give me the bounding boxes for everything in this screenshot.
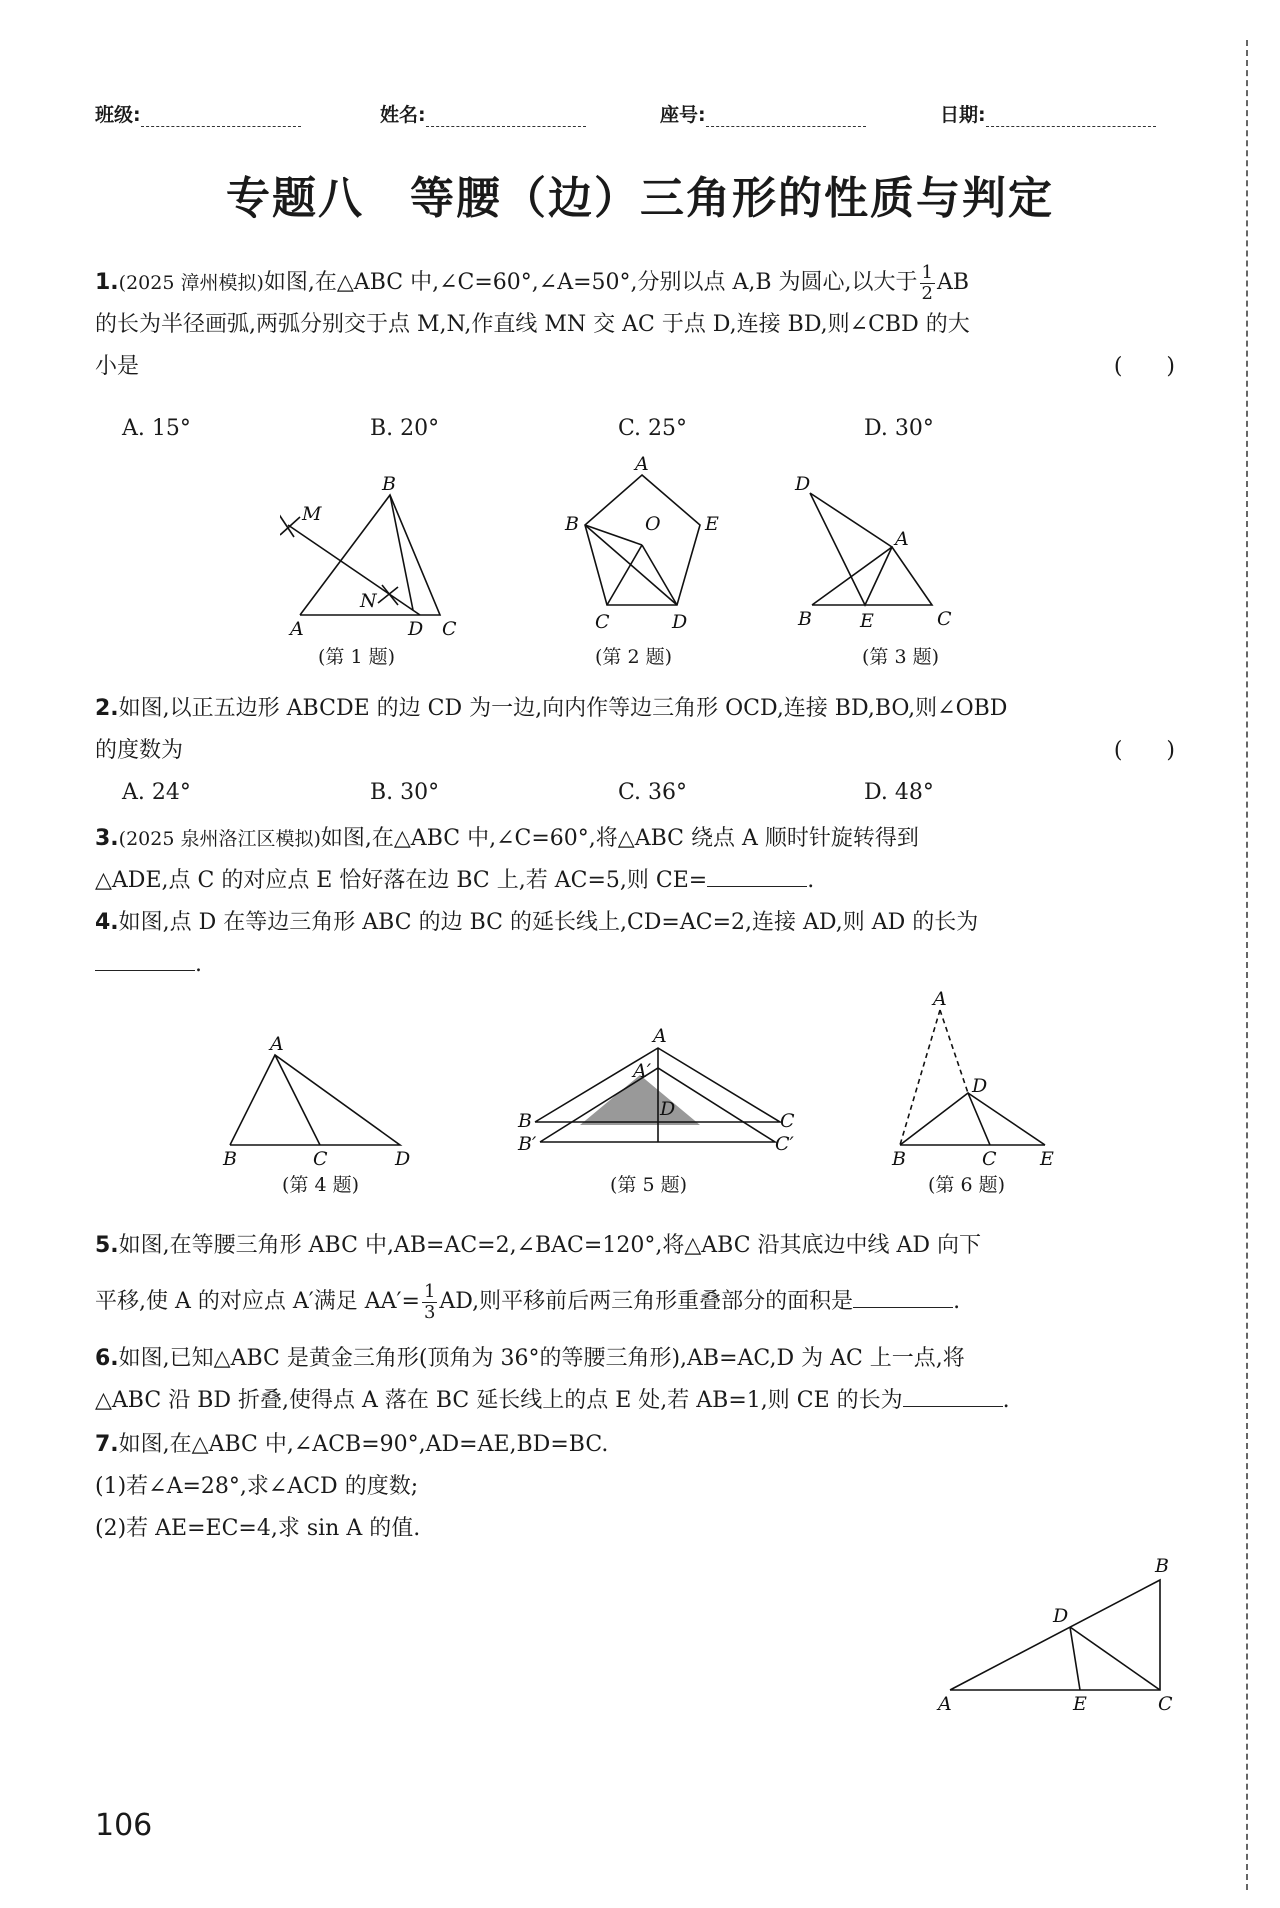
- question-text: .: [195, 952, 202, 977]
- question-number: 2.: [95, 696, 119, 721]
- question-number: 5.: [95, 1233, 119, 1258]
- label-d: D: [672, 611, 688, 633]
- label-a: A: [653, 1025, 667, 1047]
- question-text: .: [1002, 1388, 1010, 1413]
- label-c: C: [442, 618, 457, 640]
- label-b: B: [565, 513, 579, 535]
- class-label: 班级:: [95, 104, 141, 126]
- question-text: 小是: [95, 354, 140, 379]
- fraction-numerator: 1: [423, 1280, 436, 1302]
- label-d: D: [795, 473, 811, 495]
- q2-options: [122, 780, 1022, 810]
- option-c[interactable]: C. 25°: [618, 416, 688, 441]
- name-field: [380, 100, 586, 127]
- label-e: E: [1073, 1693, 1087, 1715]
- question-6: [95, 1338, 1175, 1422]
- dashed-ab: [900, 1010, 940, 1145]
- question-source: (2025 泉州洛江区模拟): [118, 828, 321, 850]
- caption-fig-2: (第 2 题): [595, 646, 672, 668]
- label-d: D: [660, 1098, 676, 1120]
- caption-fig-3: (第 3 题): [862, 646, 939, 668]
- class-blank[interactable]: [141, 110, 301, 127]
- page-number: 106: [95, 1808, 153, 1843]
- question-number: 3.: [95, 826, 119, 851]
- question-text: △ADE,点 C 的对应点 E 恰好落在边 BC 上,若 AC=5,则 CE=: [95, 868, 708, 893]
- option-a[interactable]: A. 15°: [122, 416, 191, 441]
- question-number: 6.: [95, 1346, 119, 1371]
- dashed-ad: [940, 1010, 968, 1093]
- label-a: A: [933, 990, 947, 1010]
- figure-3: [810, 493, 932, 605]
- segment-od: [642, 545, 677, 605]
- question-1: [95, 262, 1175, 388]
- figure-4: [230, 1055, 400, 1145]
- label-a: A: [290, 618, 304, 640]
- label-d: D: [972, 1075, 988, 1097]
- question-5: [95, 1218, 1175, 1330]
- q1-options: [122, 416, 1022, 446]
- figures-row-2: [200, 990, 1100, 1175]
- label-a: A: [938, 1693, 952, 1715]
- segment-bd: [390, 495, 413, 610]
- triangle-abd: [230, 1055, 400, 1145]
- name-blank[interactable]: [426, 110, 586, 127]
- seat-blank[interactable]: [706, 110, 866, 127]
- answer-bracket[interactable]: ( ): [1113, 738, 1175, 763]
- question-2: [95, 688, 1175, 772]
- label-a: A: [895, 528, 909, 550]
- class-field: [95, 100, 301, 127]
- segment-oc: [607, 545, 642, 605]
- question-text: 的长为半径画弧,两弧分别交于点 M,N,作直线 MN 交 AC 于点 D,连接 BD,则∠CBD 的大: [95, 312, 970, 337]
- question-text: 的度数为: [95, 738, 184, 763]
- option-b[interactable]: B. 20°: [370, 416, 440, 441]
- seat-label: 座号:: [660, 104, 706, 126]
- question-part-2: (2)若 AE=EC=4,求 sin A 的值.: [95, 1516, 421, 1541]
- question-part-1: (1)若∠A=28°,求∠ACD 的度数;: [95, 1474, 419, 1499]
- label-e: E: [860, 610, 874, 632]
- caption-fig-1: (第 1 题): [318, 646, 395, 668]
- label-o: O: [645, 513, 661, 535]
- question-number: 7.: [95, 1432, 119, 1457]
- label-c-prime: C′: [775, 1133, 794, 1155]
- question-text: .: [953, 1289, 961, 1314]
- date-label: 日期:: [940, 104, 986, 126]
- label-d: D: [408, 618, 424, 640]
- option-c[interactable]: C. 36°: [618, 780, 688, 805]
- figure-5: [535, 1048, 780, 1142]
- label-e: E: [1040, 1148, 1054, 1170]
- question-3: [95, 818, 1175, 902]
- option-d[interactable]: D. 30°: [864, 416, 934, 441]
- date-blank[interactable]: [986, 110, 1156, 127]
- caption-fig-6: (第 6 题): [928, 1174, 1005, 1196]
- question-text: 如图,在△ABC 中,∠ACB=90°,AD=AE,BD=BC.: [118, 1432, 609, 1457]
- option-d[interactable]: D. 48°: [864, 780, 934, 805]
- label-c: C: [595, 611, 610, 633]
- label-m: M: [302, 503, 322, 525]
- label-a: A: [635, 455, 649, 475]
- question-text: .: [807, 868, 815, 893]
- answer-bracket[interactable]: ( ): [1113, 354, 1175, 379]
- fraction: [920, 263, 935, 304]
- triangle-abc-fig7: [950, 1580, 1160, 1690]
- label-a-prime: A′: [633, 1060, 652, 1082]
- label-c: C: [982, 1148, 997, 1170]
- question-source: (2025 漳州模拟): [118, 272, 264, 294]
- fraction-denominator: 3: [423, 1301, 436, 1323]
- caption-fig-4: (第 4 题): [282, 1174, 359, 1196]
- answer-blank[interactable]: [853, 1287, 953, 1308]
- question-text: 如图,在△ABC 中,∠C=60°,将△ABC 绕点 A 顺时针旋转得到: [320, 826, 919, 851]
- question-7: [95, 1424, 1175, 1550]
- segment-de: [1070, 1627, 1080, 1690]
- label-b: B: [382, 473, 396, 495]
- segment-bo: [585, 525, 642, 545]
- label-b: B: [518, 1110, 532, 1132]
- question-text: △ABC 沿 BD 折叠,使得点 A 落在 BC 延长线上的点 E 处,若 AB=1,则 CE 的长为: [95, 1388, 903, 1413]
- question-text: 如图,在等腰三角形 ABC 中,AB=AC=2,∠BAC=120°,将△ABC 沿其底边中线 AD 向下: [118, 1233, 982, 1258]
- fraction-numerator: 1: [921, 261, 933, 283]
- figure-7: [930, 1550, 1180, 1720]
- option-a[interactable]: A. 24°: [122, 780, 191, 805]
- option-b[interactable]: B. 30°: [370, 780, 440, 805]
- label-b-prime: B′: [518, 1133, 537, 1155]
- segment-dc: [1070, 1627, 1160, 1690]
- segment-ac: [275, 1055, 320, 1145]
- figures-row-1: [280, 455, 980, 655]
- question-text: AB: [937, 270, 970, 295]
- fraction: [422, 1282, 437, 1323]
- answer-blank[interactable]: [903, 1386, 1003, 1407]
- line-mn: [288, 525, 420, 615]
- page-title: 专题八 等腰（边）三角形的性质与判定: [226, 173, 1054, 224]
- label-b: B: [1155, 1555, 1169, 1577]
- triangle-ade: [810, 493, 892, 605]
- question-text: 如图,已知△ABC 是黄金三角形(顶角为 36°的等腰三角形),AB=AC,D 为 AC 上一点,将: [118, 1346, 965, 1371]
- question-number: 4.: [95, 910, 119, 935]
- seat-field: [660, 100, 866, 127]
- label-b: B: [798, 608, 812, 630]
- label-c: C: [313, 1148, 328, 1170]
- date-field: [940, 100, 1156, 127]
- question-text: 如图,在△ABC 中,∠C=60°,∠A=50°,分别以点 A,B 为圆心,以大于: [263, 270, 918, 295]
- question-text: 平移,使 A 的对应点 A′满足 AA′=: [95, 1289, 420, 1314]
- question-text: AD,则平移前后两三角形重叠部分的面积是: [439, 1289, 854, 1314]
- label-b: B: [892, 1148, 906, 1170]
- label-c: C: [780, 1110, 795, 1132]
- label-b: B: [223, 1148, 237, 1170]
- question-4: [95, 902, 1175, 986]
- triangle-abc-fig3: [812, 547, 932, 605]
- label-c: C: [1158, 1693, 1173, 1715]
- binding-margin-line: [1246, 40, 1248, 1890]
- question-text: 如图,以正五边形 ABCDE 的边 CD 为一边,向内作等边三角形 OCD,连接 BD,BO,则∠OBD: [118, 696, 1008, 721]
- answer-blank[interactable]: [95, 950, 195, 971]
- answer-blank[interactable]: [707, 866, 807, 887]
- fraction-denominator: 2: [921, 282, 933, 304]
- label-n: N: [360, 590, 377, 612]
- label-d: D: [1053, 1605, 1069, 1627]
- question-text: 如图,点 D 在等边三角形 ABC 的边 BC 的延长线上,CD=AC=2,连接 AD,则 AD 的长为: [118, 910, 979, 935]
- name-label: 姓名:: [380, 104, 426, 126]
- label-c: C: [937, 608, 952, 630]
- label-a: A: [270, 1033, 284, 1055]
- question-number: 1.: [95, 270, 119, 295]
- label-e: E: [705, 513, 719, 535]
- caption-fig-5: (第 5 题): [610, 1174, 687, 1196]
- figure-2: [585, 475, 700, 605]
- label-d: D: [395, 1148, 411, 1170]
